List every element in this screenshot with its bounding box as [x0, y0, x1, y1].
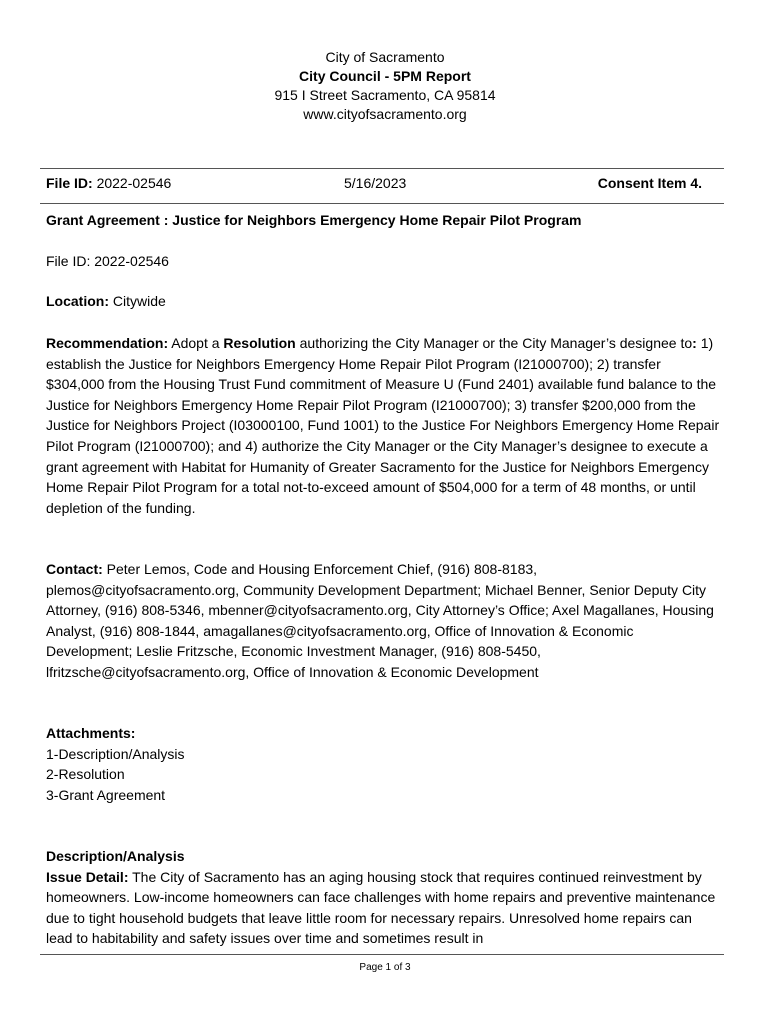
agenda-title: Grant Agreement : Justice for Neighbors Emergency Home Repair Pilot Program: [46, 212, 582, 228]
top-divider: [40, 168, 724, 169]
recommendation: Recommendation: Adopt a Resolution authorizing the City Manager or the City Manager’s designee to: 1) establish the Justice for Neighbors Emergency Home Repair Pilot Program (I21000700); 2) transfer $304,000 from the Housing Trust Fund commitment of Measure U (Fund 2401) available fund balance to the Justice for Neighbors Emergency Home Repair Pilot Program (I21000700); 3) transfer $200,000 from the Justice for Neighbors Project (I03000100, Fund 1001) to the Justice For Neighbors Emergency Home Repair Pilot Program (I21000700); and 4) authorize the City Manager or the City Manager’s designee to execute a grant agreement with Habitat for Humanity of Greater Sacramento for the Justice for Neighbors Emergency Home Repair Pilot Program for a total not-to-exceed amount of $504,000 for a term of 48 months, or until depletion of the funding.: [46, 335, 720, 516]
footer-divider: [40, 954, 724, 955]
file-info-row: [46, 175, 702, 195]
file-info-divider: [40, 203, 724, 204]
location: Location: Citywide: [46, 293, 166, 309]
consent-item: Consent Item 4.: [597, 175, 702, 191]
address: 915 I Street Sacramento, CA 95814: [274, 87, 496, 103]
contact: Contact: Peter Lemos, Code and Housing Enforcement Chief, (916) 808-8183, plemos@cityofsacramento.org, Community Development Department; Michael Benner, Senior Deputy City Attorney, (916) 808-5346, mbenner@cityofsacramento.org, City Attorney’s Office; Axel Magallanes, Housing Analyst, (916) 808-1844, amagallanes@cityofsacramento.org, Office of Innovation & Economic Development; Leslie Fritzsche, Economic Investment Manager, (916) 808-5450, lfritzsche@cityofsacramento.org, Office of Innovation & Economic Development: [46, 561, 714, 680]
file-id-line: File ID: 2022-02546: [46, 253, 169, 269]
attachments: [46, 723, 722, 805]
file-id: File ID: 2022-02546: [46, 175, 172, 191]
page-number: Page 1 of 3: [359, 962, 411, 973]
attachment-item: 3-Grant Agreement: [46, 786, 166, 803]
meeting-date: 5/16/2023: [344, 175, 407, 191]
description-heading: Description/Analysis: [46, 848, 185, 864]
report-header: [0, 48, 770, 124]
attachment-item: 2-Resolution: [46, 766, 125, 783]
website: www.cityofsacramento.org: [303, 106, 467, 122]
description-analysis: Description/Analysis Issue Detail: The City of Sacramento has an aging housing stock that requires continued reinvestment by homeowners. Low-income homeowners can face challenges with home repairs and preventive maintenance due to tight household budgets that leave little room for necessary repairs. Unresolved home repairs can lead to habitability and safety issues over time and sometimes result in: [46, 846, 722, 949]
attachment-item: 1-Description/Analysis: [46, 745, 185, 762]
report-title: City Council - 5PM Report: [299, 68, 471, 84]
attachments-heading: Attachments:: [46, 725, 136, 741]
city-name: City of Sacramento: [325, 49, 445, 65]
